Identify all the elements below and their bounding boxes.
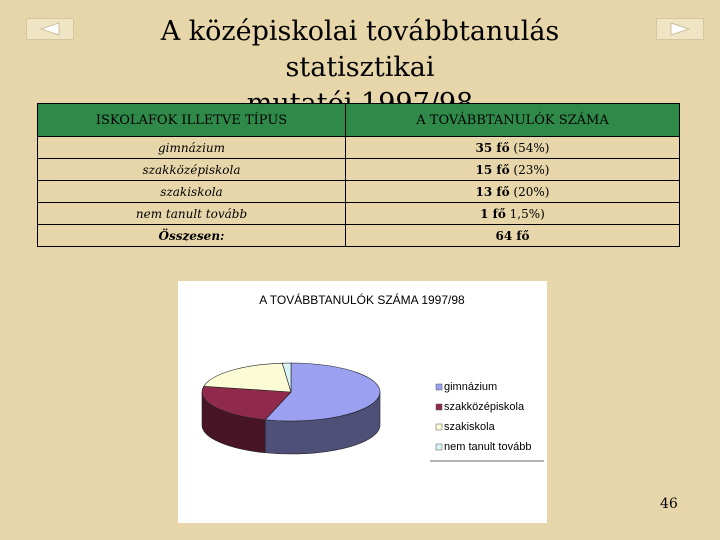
legend-label: nem tanult tovább	[444, 441, 532, 453]
legend-swatch	[436, 404, 442, 410]
row-count: 15 fő	[475, 162, 510, 177]
legend-swatch	[436, 384, 442, 390]
page-number: 46	[660, 496, 678, 512]
column-header-count: A TOVÁBBTANULÓK SZÁMA	[346, 104, 680, 137]
triangle-right-icon	[669, 22, 691, 36]
pie-chart	[178, 281, 547, 523]
row-count: 13 fő	[475, 184, 510, 199]
row-share: (23%)	[509, 162, 550, 177]
total-value: 64 fő	[346, 225, 680, 247]
chart-title: A TOVÁBBTANULÓK SZÁMA 1997/98	[259, 293, 465, 307]
legend-label: szakközépiskola	[444, 401, 525, 413]
row-category: gimnázium	[38, 137, 346, 159]
table-row	[38, 159, 680, 181]
legend-label: gimnázium	[444, 381, 498, 393]
statistics-table	[37, 103, 680, 247]
row-count-cell	[346, 203, 680, 225]
row-category: nem tanult tovább	[38, 203, 346, 225]
row-count-cell	[346, 137, 680, 159]
legend-swatch	[436, 424, 442, 430]
previous-slide-button[interactable]	[26, 18, 74, 40]
row-share: (20%)	[509, 184, 550, 199]
total-label: Összesen:	[38, 225, 346, 247]
row-category: szakközépiskola	[38, 159, 346, 181]
row-share: 1,5%)	[505, 206, 545, 221]
row-count-cell	[346, 181, 680, 203]
triangle-left-icon	[39, 22, 61, 36]
table-total-row	[38, 225, 680, 247]
pie-chart-panel	[178, 281, 547, 523]
table-row	[38, 203, 680, 225]
next-slide-button[interactable]	[656, 18, 704, 40]
column-header-type: ISKOLAFOK ILLETVE TÍPUS	[38, 104, 346, 137]
row-count: 1 fő	[480, 206, 506, 221]
row-share: (54%)	[509, 140, 550, 155]
table-row	[38, 181, 680, 203]
row-category: szakiskola	[38, 181, 346, 203]
table-row	[38, 137, 680, 159]
legend-label: szakiskola	[444, 421, 495, 433]
legend-swatch	[436, 444, 442, 450]
row-count: 35 fő	[475, 140, 510, 155]
slide-title-line-1: A középiskolai továbbtanulás statisztikai	[160, 16, 560, 83]
row-count-cell	[346, 159, 680, 181]
table-header-row	[38, 104, 680, 137]
